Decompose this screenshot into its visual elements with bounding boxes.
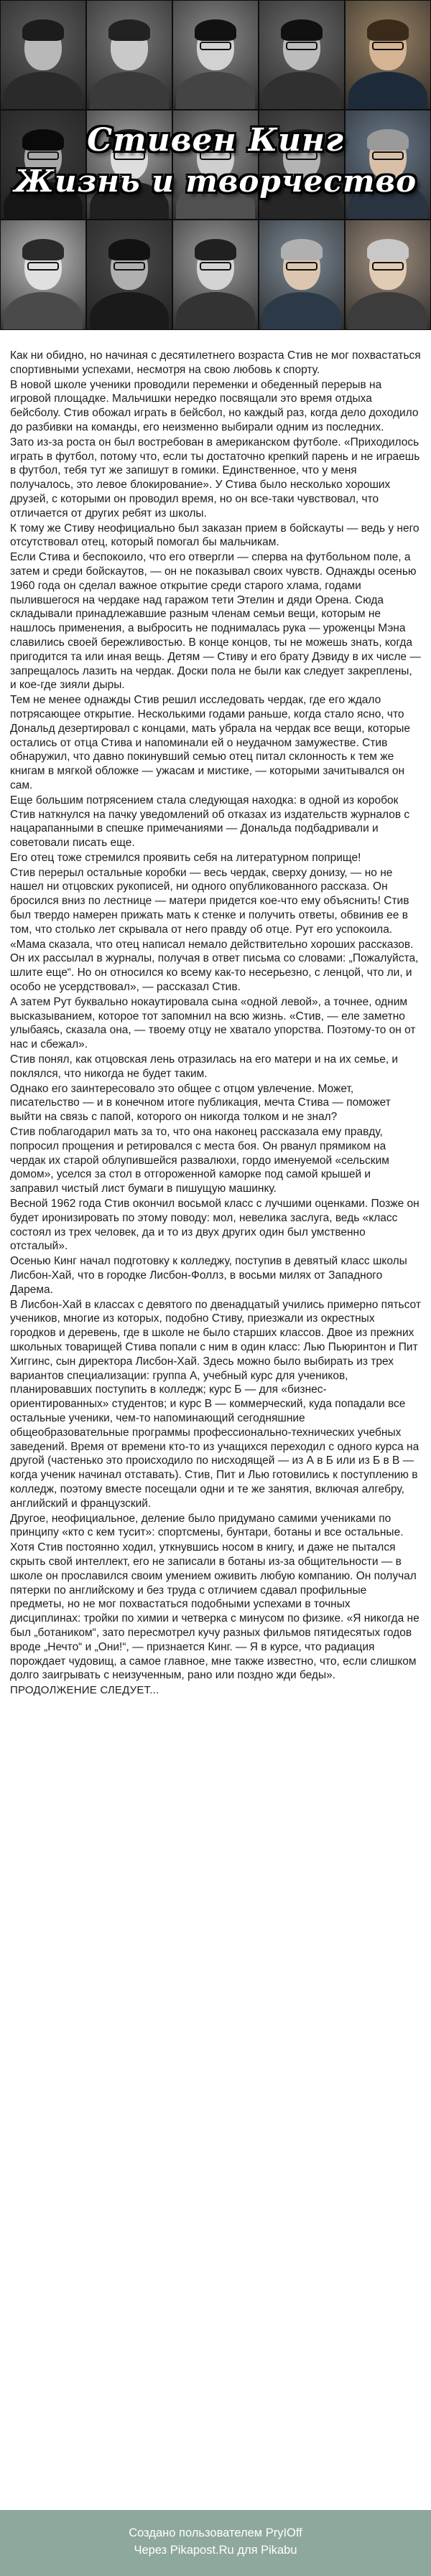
paragraph: Хотя Стив постоянно ходил, уткнувшись носом в книгу, и даже не пытался скрыть свой интеллект, его не записали в ботаны из-за общительности — в школе он прославился своим умением оживить любую компанию. Он получал пятерки по английскому и без труда с отличием сдавал профильные предметы, но не мог похвастаться подобными успехами в точных дисциплинах: тройки по химии и четверка с минусом по физике. «Я никогда не был „ботаником“, зато пересмотрел кучу разных фильмов пятидесятых годов вроде „Нечто“ и „Они!“, — признается Кинг. — Я в курсе, что радиация порождает чудовищ, а самое главное, мне также известно, что, если слишком долго заигрывать с неизученным, рано или поздно жди беды». <box>10 1541 420 1682</box>
paragraph: Однако его заинтересовало это общее с отцом увлечение. Может, писательство — и в конечном итоге публикация, мечта Стива — поможет выйти на связь с папой, которого он никогда толком и не знал? <box>10 1082 391 1124</box>
article-body <box>0 330 431 1698</box>
portrait-man-gray-photo <box>0 220 86 330</box>
footer <box>0 2510 431 2576</box>
portrait-man-at-desk-photo <box>86 220 172 330</box>
paragraph: Стив понял, как отцовская лень отразилась на его матери и на их семье, и поклялся, что никогда не будет таким. <box>10 1053 399 1080</box>
paragraph: Весной 1962 года Стив окончил восьмой класс с лучшими оценками. Позже он будет иронизировать по этому поводу: мол, невелика заслуга, ведь «класс состоял из трех человек, да и то из двух других один был умственно отсталый». <box>10 1198 420 1253</box>
paragraph: Еще большим потрясением стала следующая находка: в одной из коробок Стив наткнулся на пачку уведомлений об отказах из издательств журналов с нацарапанными в спешке примечаниями — Дональда подбадривали и советовали писать еще. <box>10 794 410 850</box>
footer-source-link[interactable]: Через Pikapost.Ru для Pikabu <box>134 2544 297 2557</box>
paragraph: А затем Рут буквально нокаутировала сына «одной левой», а точнее, одним высказыванием, которое тот запомнил на всю жизнь. «Стив, — еле заметно улыбаясь, сказала она, — твоему отцу не хватало упорства. Поэтому-то он от нас и сбежал». <box>10 995 416 1051</box>
paragraph: К тому же Стиву неофициально был заказан прием в бойскауты — ведь у него отсутствовал отец, который помогал бы мальчикам. <box>10 522 420 549</box>
portrait-man-close-up-photo <box>172 220 259 330</box>
footer-author-credit: Создано пользователем PryIOff <box>129 2526 302 2539</box>
portrait-man-color-photo <box>345 0 431 110</box>
portrait-boy-photo <box>0 0 86 110</box>
paragraph: Стив поблагодарил мать за то, что она наконец рассказала ему правду, попросил прощения и ретировался с места боя. Он рванул прямиком на чердак их старой облупившейся развалюхи, гордо именуемой «сельским домом», уселся за стол в отгороженной каморке под самой крышей и заправил чистый лист бумаги в пишущую машинку. <box>10 1126 389 1195</box>
continued-label: ПРОДОЛЖЕНИЕ СЛЕДУЕТ... <box>10 1684 159 1697</box>
paragraph: Тем не менее однажды Стив решил исследовать чердак, где его ждало потрясающее открытие. Несколькими годами раньше, когда стало ясно, что Дональд дезертировал с концами, мать убрала на чердак все вещи, которые остались от отца Стива и напоминали ей о неудачном замужестве. Стив обнаружил, что давно покинувший семью отец питал склонность к тем же книгам в мягкой обложке — ужасам и мистике, — которыми зачитывался он сам. <box>10 694 410 791</box>
page-title: Стивен Кинг <box>87 122 344 159</box>
paragraph: В Лисбон-Хай в классах с девятого по двенадцатый учились примерно пятьсот учеников, многие из которых, подобно Стиву, приезжали из окрестных городков и деревень, где в школе не было старших классов. Двое из прежних школьных товарищей Стива попали с ним в один класс: Лью Пьюринтон и Пит Хиггинс, сын директора Лисбон-Хай. Здесь можно было выбирать из трех вариантов специализации: группа А, учебный курс для учеников, планировавших поступить в колледж; курс Б — для «бизнес-ориентированных» студентов; и курс В — коммерческий, куда попадали все остальные ученики, чем-то напоминающий сегодняшние общеобразовательные программы профессионально-технических учебных заведений. Время от времени кто-то из учащихся переходил с одного курса на другой (частенько это происходило по нисходящей — из А в Б или из Б в В — когда ученик начинал отставать). Стив, Пит и Лью готовились к поступлению в колледж, поэтому вместе посещали одни и те же занятия, включая алгебру, английский и французский. <box>10 1298 421 1510</box>
paragraph: В новой школе ученики проводили переменки и обеденный перерыв на игровой площадке. Мальчишки нередко посвящали это время отдыха бейсболу. Стив обожал играть в бейсбол, но каждый раз, когда дело доходило до разбивки на команды, его неизменно выбирали одним из последних. <box>10 378 419 433</box>
paragraph: Зато из-за роста он был востребован в американском футболе. «Приходилось играть в футбол, потому что, если ты достаточно крепкий парень и не играешь в футбол, тебя тут же запишут в гомики. Единственное, что у меня получалось, это левое блокирование». У Стива было несколько хороших друзей, с которыми он проводил время, но он все-таки чувствовал, что отличается от других ребят из школы. <box>10 436 420 520</box>
paragraph: Стив перерыл остальные коробки — весь чердак, сверху донизу, — но не нашел ни отцовских рукописей, ни одного опубликованного рассказа. Он бросился вниз по лестнице — матери придется кое-что ему объяснить! Стив был твердо намерен прижать мать к стенке и получить ответы, обвинив ее в том, что столько лет скрывала от него правду об отце. Рут его успокоила. <box>10 866 409 936</box>
portrait-young-man-glasses-photo <box>172 0 259 110</box>
paragraph: Его отец тоже стремился проявить себя на литературном поприще! <box>10 851 361 864</box>
paragraph: Другое, неофициальное, деление было придумано самими учениками по принципу «кто с кем тусит»: спортсмены, бунтари, ботаны и все остальные. <box>10 1512 404 1539</box>
paragraph: Осенью Кинг начал подготовку к колледжу, поступив в девятый класс школы Лисбон-Хай, что в городке Лисбон-Фоллз, в восьми милях от Западного Дарема. <box>10 1255 407 1296</box>
paragraph: Как ни обидно, но начиная с десятилетнего возраста Стив не мог похвастаться спортивными успехами, несмотря на свою любовь к спорту. <box>10 349 421 376</box>
paragraph: «Мама сказала, что отец написал немало действительно хороших рассказов. Он их рассылал в журналы, получая в ответ письма со словами: „Пожалуйста, шлите еще“. Но он относился ко всему как-то несерьезно, с ленцой, что ли, и особо не усердствовал», — рассказал Стив. <box>10 938 419 994</box>
paragraph: Если Стива и беспокоило, что его отвергли — сперва на футбольном поле, а затем и среди бойскаутов, — он не показывал своих чувств. Однажды осенью 1960 года он сделал важное открытие среди старого хлама, годами пылившегося на чердаке над гаражом тети Этелин и дяди Орена. Сюда складывали принадлежавшие разным членам семьи вещи, которым не нашлось применения, а выбросить не поднималась рука — уроженцы Мэна славились своей бережливостью. В конце концов, ты не можешь знать, когда пригодится та или иная вещь. Детям — Стиву и его брату Дэвиду в их числе — запрещалось лазить на чердак. Доски пола не были как следует закреплены, и кое-где зияли дыры. <box>10 551 421 692</box>
portrait-man-gray-hair-photo <box>259 220 345 330</box>
page-subtitle: Жизнь и творчество <box>14 164 417 199</box>
portrait-man-bearded-photo <box>259 0 345 110</box>
portrait-elder-man-photo <box>345 220 431 330</box>
title-band <box>0 108 431 215</box>
portrait-young-man-photo <box>86 0 172 110</box>
header-collage <box>0 0 431 330</box>
